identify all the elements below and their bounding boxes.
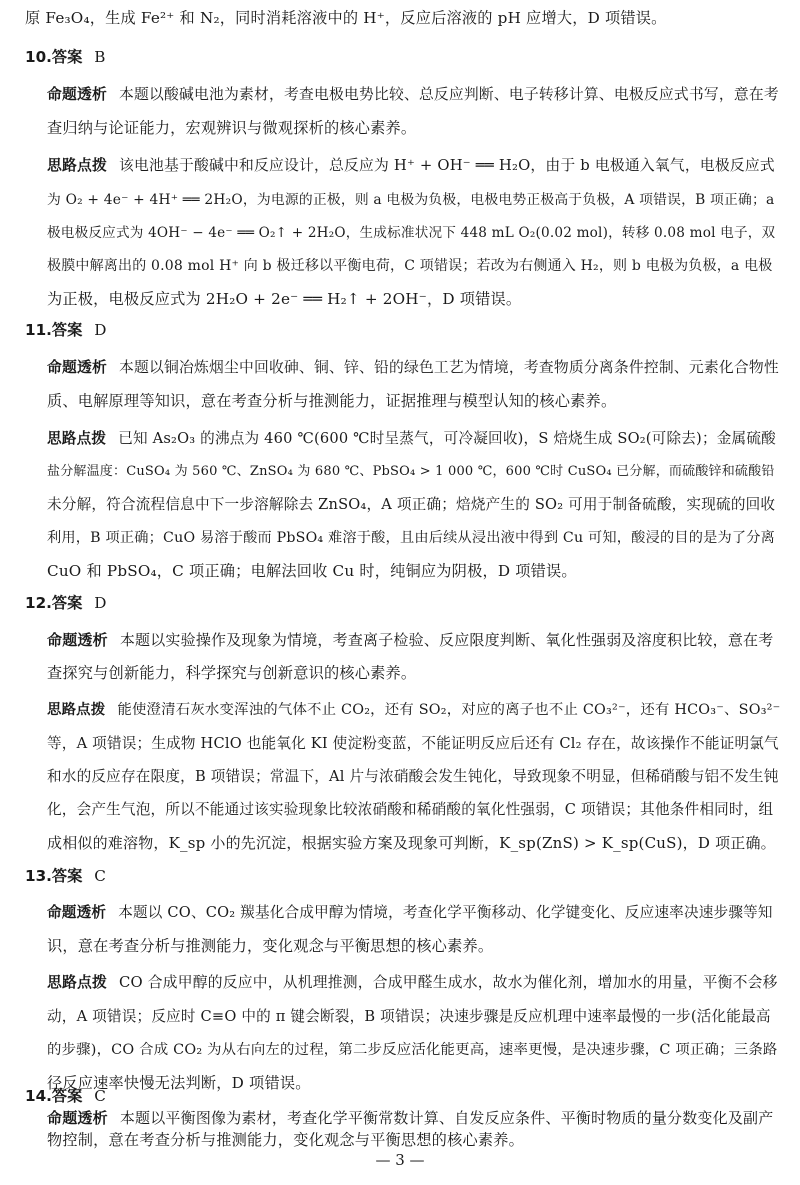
tips-line: [47, 973, 778, 993]
tips-text: 该电池基于酸碱中和反应设计，总反应为 H⁺ + OH⁻ ══ H₂O，由于 b 电极通入氧气，电极反应式: [119, 157, 775, 174]
answer-label: 答案: [51, 48, 83, 66]
question-14-header: [25, 1086, 106, 1106]
analysis-label: 命题透析: [47, 904, 107, 921]
tips-line: 极膜中解离出的 0.08 mol H⁺ 向 b 极迁移以平衡电荷，C 项错误；若改为右侧通入 H₂，则 b 电极为负极，a 电极: [47, 258, 773, 274]
question-10-header: [25, 47, 105, 67]
question-number: 14.: [25, 1087, 52, 1105]
question-number: 12.: [25, 594, 52, 612]
analysis-line: [47, 903, 773, 923]
question-12-header: [25, 593, 106, 613]
tips-line: CuO 和 PbSO₄，C 项正确；电解法回收 Cu 时，纯铜应为阴极，D 项错误。: [47, 562, 577, 580]
analysis-text: 本题以铜冶炼烟尘中回收砷、铜、锌、铅的绿色工艺为情境，考查物质分离条件控制、元素化合物性: [119, 359, 779, 376]
tips-line: 等，A 项错误；生成物 HClO 也能氧化 KI 使淀粉变蓝，不能证明反应后还有 Cl₂ 存在，故该操作不能证明氯气: [47, 735, 779, 752]
analysis-line: 物控制，意在考查分析与推测能力，变化观念与平衡思想的核心素养。: [47, 1131, 525, 1149]
answer-value: B: [94, 48, 106, 66]
analysis-line: [47, 630, 773, 650]
analysis-line: 识，意在考查分析与推测能力，变化观念与平衡思想的核心素养。: [47, 937, 494, 955]
tips-text: 能使澄清石灰水变浑浊的气体不止 CO₂，还有 SO₂，对应的离子也不止 CO₃²⁻，还有 HCO₃⁻、SO₃²⁻: [117, 702, 781, 718]
tips-text: 已知 As₂O₃ 的沸点为 460 ℃(600 ℃时呈蒸气，可冷凝回收)，S 焙烧生成 SO₂(可除去)；金属硫酸: [118, 430, 776, 447]
tips-line: [47, 700, 780, 720]
analysis-text: 本题以平衡图像为素材，考查化学平衡常数计算、自发反应条件、平衡时物质的量分数变化及副产: [119, 1109, 774, 1127]
tips-line: 成相似的难溶物，K_sp 小的先沉淀，根据实验方案及现象可判断，K_sp(ZnS) > K_sp(CuS)，D 项正确。: [47, 834, 776, 852]
tips-text: CO 合成甲醇的反应中，从机理推测，合成甲醛生成水，故水为催化剂，增加水的用量，平衡不会移: [119, 974, 778, 991]
tips-line: 为正极，电极反应式为 2H₂O + 2e⁻ ══ H₂↑ + 2OH⁻，D 项错误。: [47, 290, 522, 308]
analysis-line: 质、电解原理等知识，意在考查分析与推测能力，证据推理与模型认知的核心素养。: [47, 392, 617, 410]
analysis-text: 本题以实验操作及现象为情境，考查离子检验、反应限度判断、氧化性强弱及溶度积比较，意在考: [119, 631, 774, 649]
answer-value: D: [94, 594, 107, 612]
answer-label: 答案: [51, 594, 83, 612]
answer-label: 答案: [51, 867, 83, 885]
analysis-line: [47, 1108, 773, 1128]
answer-value: C: [94, 1087, 106, 1105]
text-line: 原 Fe₃O₄，生成 Fe²⁺ 和 N₂，同时消耗溶液中的 H⁺，反应后溶液的 pH 应增大，D 项错误。: [25, 9, 667, 27]
question-13-header: [25, 866, 106, 886]
question-number: 10.: [25, 48, 52, 66]
page-number: — 3 —: [375, 1151, 425, 1169]
question-11-header: [25, 320, 106, 340]
question-number: 13.: [25, 867, 52, 885]
analysis-line: 查归纳与论证能力，宏观辨识与微观探析的核心素养。: [47, 119, 417, 137]
tips-line: 和水的反应存在限度，B 项错误；常温下，Al 片与浓硝酸会发生钝化，导致现象不明显，但稀硝酸与铝不发生钝: [47, 768, 779, 785]
answer-label: 答案: [51, 321, 83, 339]
tips-line: 化，会产生气泡，所以不能通过该实验现象比较浓硝酸和稀硝酸的氧化性强弱，C 项错误；其他条件相同时，组: [47, 801, 774, 818]
analysis-label: 命题透析: [47, 86, 107, 103]
analysis-text: 本题以 CO、CO₂ 羰基化合成甲醇为情境，考查化学平衡移动、化学键变化、反应速率决速步骤等知: [118, 904, 773, 921]
tips-line: 径反应速率快慢无法判断，D 项错误。: [47, 1074, 311, 1092]
answer-value: C: [94, 867, 106, 885]
tips-line: 利用，B 项正确；CuO 易溶于酸而 PbSO₄ 难溶于酸，且由后续从浸出液中得到 Cu 可知，酸浸的目的是为了分离: [47, 530, 776, 546]
tips-line: [47, 429, 776, 449]
tips-label: 思路点拨: [47, 157, 107, 174]
analysis-text: 本题以酸碱电池为素材，考查电极电势比较、总反应判断、电子转移计算、电极反应式书写，意在考: [119, 86, 779, 103]
analysis-label: 命题透析: [47, 359, 107, 376]
tips-line: 盐分解温度：CuSO₄ 为 560 ℃、ZnSO₄ 为 680 ℃、PbSO₄ > 1 000 ℃，600 ℃时 CuSO₄ 已分解，而硫酸锌和硫酸铅: [47, 464, 775, 479]
tips-line: 未分解，符合流程信息中下一步溶解除去 ZnSO₄，A 项正确；焙烧产生的 SO₂ 可用于制备硫酸，实现硫的回收: [47, 496, 776, 513]
tips-line: 极电极反应式为 4OH⁻ − 4e⁻ ══ O₂↑ + 2H₂O，生成标准状况下 448 mL O₂(0.02 mol)，转移 0.08 mol 电子，双: [47, 225, 776, 241]
answer-label: 答案: [51, 1087, 83, 1105]
tips-line: [47, 156, 775, 176]
tips-line: 动，A 项错误；反应时 C≡O 中的 π 键会断裂，B 项错误；决速步骤是反应机理中速率最慢的一步(活化能最高: [47, 1008, 771, 1025]
tips-line: 的步骤)，CO 合成 CO₂ 为从右向左的过程，第二步反应活化能更高，速率更慢，是决速步骤，C 项正确；三条路: [47, 1042, 778, 1058]
analysis-label: 命题透析: [47, 631, 108, 649]
analysis-line: [47, 85, 779, 105]
question-number: 11.: [25, 321, 52, 339]
answer-value: D: [94, 321, 107, 339]
tips-line: 为 O₂ + 4e⁻ + 4H⁺ ══ 2H₂O，为电源的正极，则 a 电极为负极，电极电势正极高于负极，A 项错误，B 项正确；a: [47, 192, 775, 208]
tips-label: 思路点拨: [47, 702, 106, 718]
analysis-line: 查探究与创新能力，科学探究与创新意识的核心素养。: [47, 664, 417, 682]
analysis-label: 命题透析: [47, 1109, 108, 1127]
tips-label: 思路点拨: [47, 430, 107, 447]
analysis-line: [47, 358, 779, 378]
tips-label: 思路点拨: [47, 974, 107, 991]
